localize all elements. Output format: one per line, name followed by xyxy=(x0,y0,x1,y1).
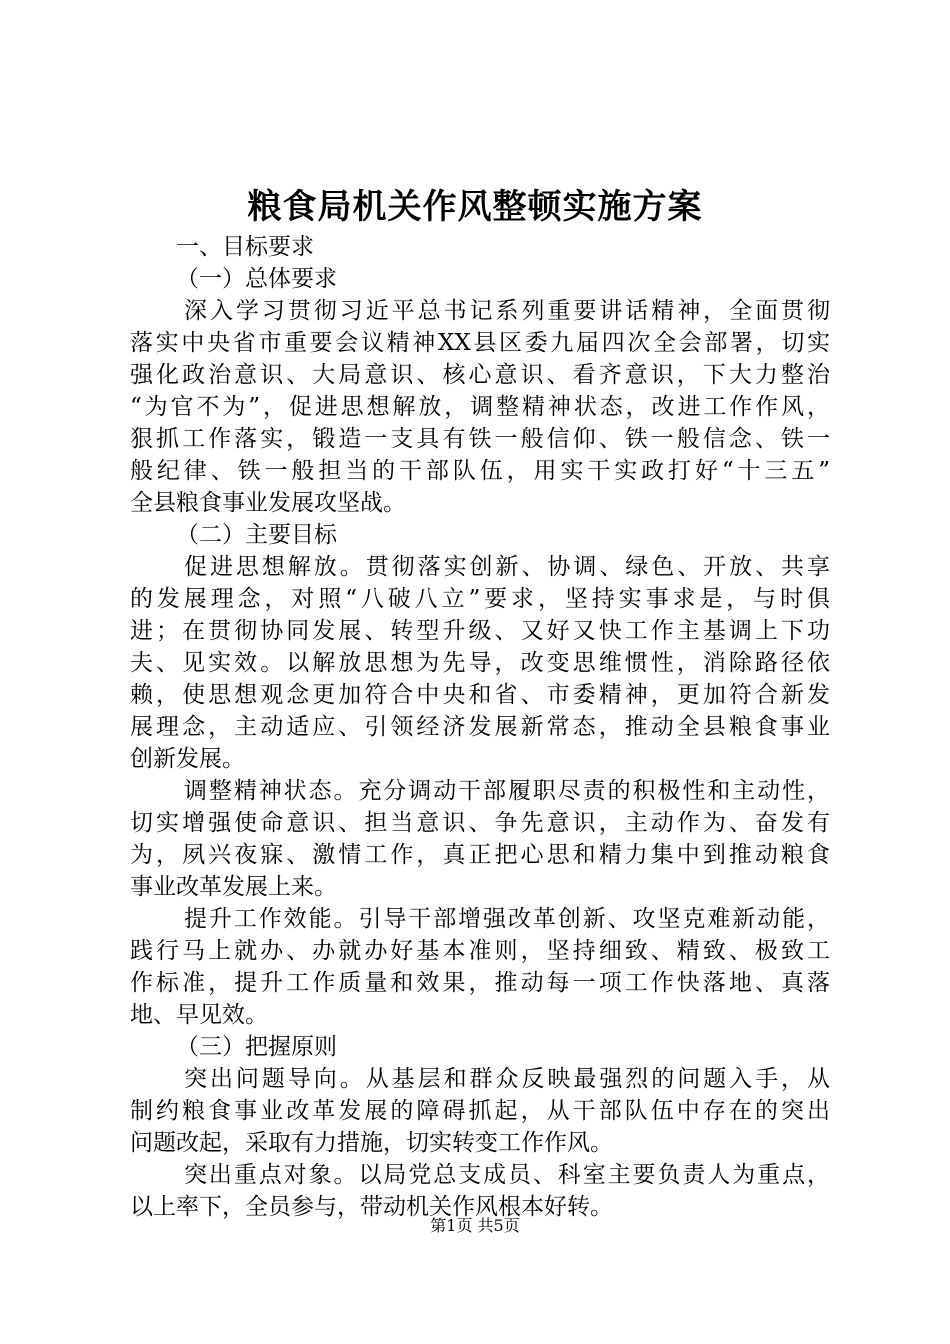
paragraph-line: 地、早见效。 xyxy=(130,1002,268,1028)
paragraph-line: 事业改革发展上来。 xyxy=(130,874,337,900)
paragraph-adjust-spirit xyxy=(130,775,830,903)
paragraph-problem-oriented xyxy=(130,1063,830,1159)
paragraph-line: 切实增强使命意识、担当意识、争先意识，主动作为、奋发有 xyxy=(130,810,830,836)
paragraph-overall-requirements xyxy=(130,295,830,519)
subsection-heading-overall: （一）总体要求 xyxy=(176,266,337,292)
paragraph-line: “为官不为”，促进思想解放，调整精神状态，改进工作作风， xyxy=(130,394,830,420)
paragraph-line: 的发展理念，对照“八破八立”要求，坚持实事求是，与时俱 xyxy=(130,586,830,612)
paragraph-line: 赖，使思想观念更加符合中央和省、市委精神，更加符合新发 xyxy=(130,682,830,708)
paragraph-line: 践行马上就办、办就办好基本准则，坚持细致、精致、极致工 xyxy=(130,938,830,964)
paragraph-line: 以上率下，全员参与，带动机关作风根本好转。 xyxy=(130,1194,613,1220)
paragraph-line: 展理念，主动适应、引领经济发展新常态，推动全县粮食事业 xyxy=(130,714,830,740)
paragraph-promote-thought xyxy=(130,551,830,775)
paragraph-line: 狠抓工作落实，锻造一支具有铁一般信仰、铁一般信念、铁一 xyxy=(130,426,830,452)
paragraph-line: 夫、见实效。以解放思想为先导，改变思维惯性，消除路径依 xyxy=(130,650,830,676)
paragraph-line: 突出重点对象。以局党总支成员、科室主要负责人为重点， xyxy=(184,1162,830,1188)
document-title: 粮食局机关作风整顿实施方案 xyxy=(247,187,703,227)
paragraph-line: 深入学习贯彻习近平总书记系列重要讲话精神，全面贯彻 xyxy=(184,298,830,324)
paragraph-line: 为，夙兴夜寐、激情工作，真正把心思和精力集中到推动粮食 xyxy=(130,842,830,868)
paragraph-line: 作标准，提升工作质量和效果，推动每一项工作快落地、真落 xyxy=(130,970,830,996)
paragraph-line: 落实中央省市重要会议精神XX县区委九届四次全会部署，切实 xyxy=(130,330,830,356)
subsection-heading-main-goals: （二）主要目标 xyxy=(176,522,337,548)
paragraph-improve-efficiency xyxy=(130,903,830,1031)
paragraph-line: 提升工作效能。引导干部增强改革创新、攻坚克难新动能， xyxy=(184,906,830,932)
section-heading-goals: 一、目标要求 xyxy=(176,234,314,260)
paragraph-line: 般纪律、铁一般担当的干部队伍，用实干实政打好“十三五” xyxy=(130,458,830,484)
paragraph-line: 全县粮食事业发展攻坚战。 xyxy=(130,490,406,516)
subsection-heading-principles: （三）把握原则 xyxy=(176,1034,337,1060)
paragraph-line: 进；在贯彻协同发展、转型升级、又好又快工作主基调上下功 xyxy=(130,618,830,644)
document-body xyxy=(130,231,830,1223)
paragraph-line: 创新发展。 xyxy=(130,746,245,772)
paragraph-line: 强化政治意识、大局意识、核心意识、看齐意识，下大力整治 xyxy=(130,362,830,388)
paragraph-line: 促进思想解放。贯彻落实创新、协调、绿色、开放、共享 xyxy=(184,554,830,580)
paragraph-line: 调整精神状态。充分调动干部履职尽责的积极性和主动性， xyxy=(184,778,830,804)
paragraph-line: 制约粮食事业改革发展的障碍抓起，从干部队伍中存在的突出 xyxy=(130,1098,830,1124)
page-number-footer: 第1页 共5页 xyxy=(430,1216,520,1235)
paragraph-line: 问题改起，采取有力措施，切实转变工作作风。 xyxy=(130,1130,613,1156)
paragraph-line: 突出问题导向。从基层和群众反映最强烈的问题入手，从 xyxy=(184,1066,830,1092)
